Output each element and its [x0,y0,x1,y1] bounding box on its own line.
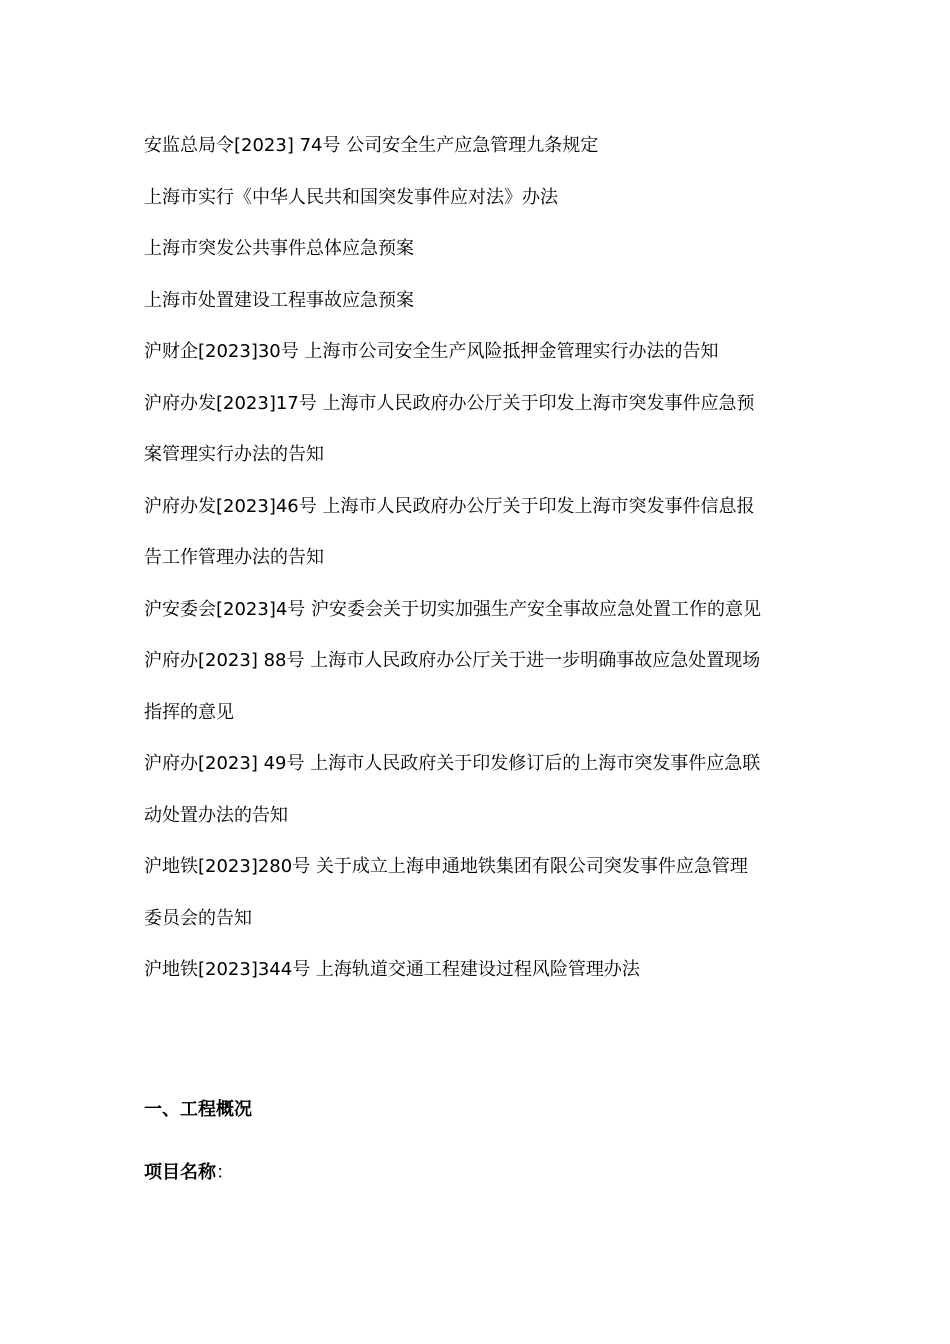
regulation-line: 沪财企[2023]30号 上海市公司安全生产风险抵押金管理实行办法的告知 [144,341,719,362]
regulation-line: 上海市突发公共事件总体应急预案 [144,238,414,259]
regulation-line: 案管理实行办法的告知 [144,444,324,465]
regulation-line: 沪地铁[2023]280号 关于成立上海申通地铁集团有限公司突发事件应急管理 [144,856,748,877]
regulation-line: 告工作管理办法的告知 [144,547,324,568]
project-name-colon: ： [216,1162,234,1183]
regulation-line: 沪地铁[2023]344号 上海轨道交通工程建设过程风险管理办法 [144,959,640,980]
regulation-line: 沪安委会[2023]4号 沪安委会关于切实加强生产安全事故应急处置工作的意见 [144,598,762,620]
regulation-line: 沪府办发[2023]46号 上海市人民政府办公厅关于印发上海市突发事件信息报 [144,495,755,517]
section-heading: 一、工程概况 [144,1098,252,1120]
regulation-line: 安监总局令[2023] 74号 公司安全生产应急管理九条规定 [144,135,599,156]
regulation-line: 指挥的意见 [144,701,234,723]
regulation-line: 上海市处置建设工程事故应急预案 [144,289,414,311]
regulation-line: 委员会的告知 [144,907,252,929]
regulation-line: 动处置办法的告知 [144,804,288,826]
regulation-line: 上海市实行《中华人民共和国突发事件应对法》办法 [144,186,558,208]
project-name-field [144,1147,824,1199]
project-name-label: 项目名称 [144,1162,216,1183]
regulation-line: 沪府办发[2023]17号 上海市人民政府办公厅关于印发上海市突发事件应急预 [144,392,755,414]
regulation-line: 沪府办[2023] 88号 上海市人民政府办公厅关于进一步明确事故应急处置现场 [144,650,761,671]
document-body [144,120,824,1199]
section-spacer [144,996,824,1084]
regulation-line: 沪府办[2023] 49号 上海市人民政府关于印发修订后的上海市突发事件应急联 [144,753,761,774]
